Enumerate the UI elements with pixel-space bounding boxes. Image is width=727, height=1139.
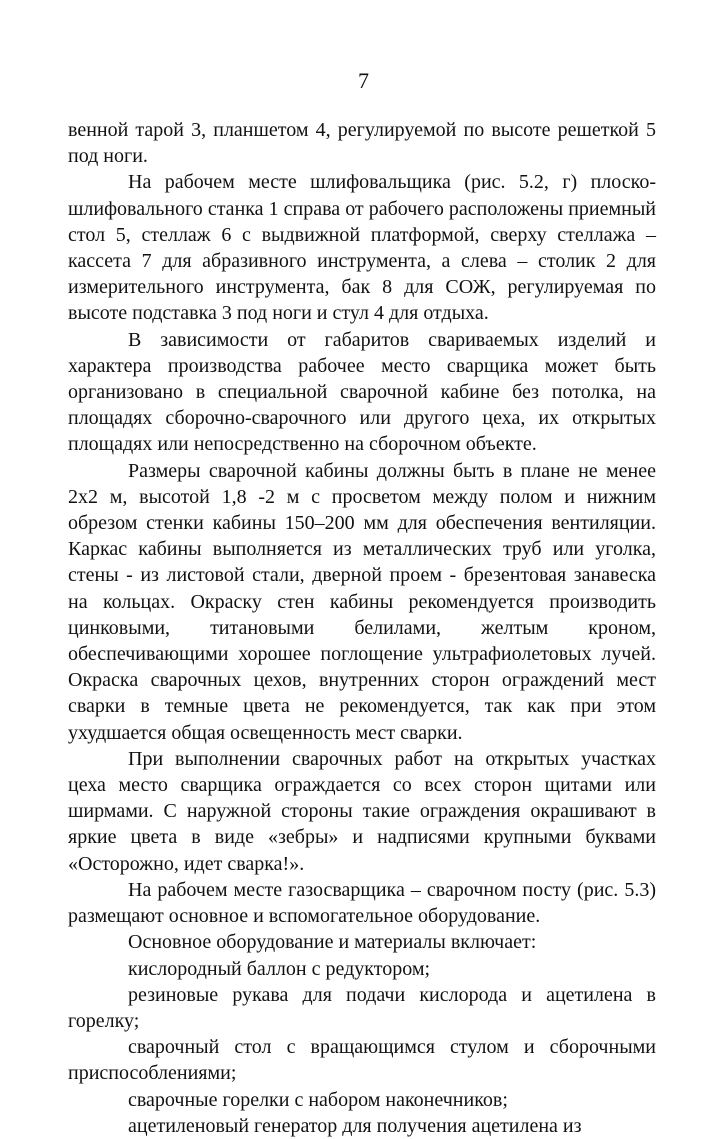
paragraph-equipment-intro: Основное оборудование и материалы включает: [128,931,537,954]
list-item: сварочный стол с вращающимся стулом и сборочными приспособлениями; [68,1036,656,1085]
body-text [68,117,656,1139]
list-item: резиновые рукава для подачи кислорода и ацетилена в горелку; [68,983,656,1032]
list-item: сварочные горелки с набором наконечников; [128,1088,508,1111]
paragraph-continuation: венной тарой 3, планшетом 4, регулируемой по высоте решеткой 5 под ноги. [68,119,656,168]
page-number: 7 [358,68,369,93]
list-item: ацетиленовый генератор для получения ацетилена из [128,1114,582,1137]
paragraph-open-areas: При выполнении сварочных работ на открытых участках цеха место сварщика ограждается со всех сторон щитами или ширмами. С наружной стороны такие ограждения окрашивают в яркие цвета в виде «зебры» и надписями крупными буквами «Осторожно, идет сварка!». [68,747,656,875]
paragraph-grinder-workplace: На рабочем месте шлифовальщика (рис. 5.2, г) плоско-шлифовального станка 1 справа от рабочего расположены приемный стол 5, стеллаж 6 с выдвижной платформой, сверху стеллажа – кассета 7 для абразивного инструмента, а слева – столик 2 для измерительного инструмента, бак 8 для СОЖ, регулируемая по высоте подставка 3 под ноги и стул 4 для отдыха. [68,171,656,325]
paragraph-welder-workplace: В зависимости от габаритов свариваемых изделий и характера производства рабочее место сварщика может быть организовано в специальной сварочной кабине без потолка, на площадях сборочно-сварочного или другого цеха, их открытых площадях или непосредственно на сборочном объекте. [68,328,656,456]
paragraph-gas-welder: На рабочем месте газосварщика – сварочном посту (рис. 5.3) размещают основное и вспомогательное оборудование. [68,878,656,928]
paragraph-welding-booth: Размеры сварочной кабины должны быть в плане не менее 2х2 м, высотой 1,8 -2 м с просветом между полом и нижним обрезом стенки кабины 150–200 мм для обеспечения вентиляции. Каркас кабины выполняется из металлических труб или уголка, стены - из листовой стали, дверной проем - брезентовая занавеска на кольцах. Окраску стен кабины рекомендуется производить цинковыми, титановыми белилами, желтым кроном, обеспечивающими хорошее поглощение ультрафиолетовых лучей. Окраска сварочных цехов, внутренних сторон ограждений мест сварки в темные цвета не рекомендуется, так как при этом ухудшается общая освещенность мест сварки. [68,459,656,744]
list-item: кислородный баллон с редуктором; [128,957,431,980]
